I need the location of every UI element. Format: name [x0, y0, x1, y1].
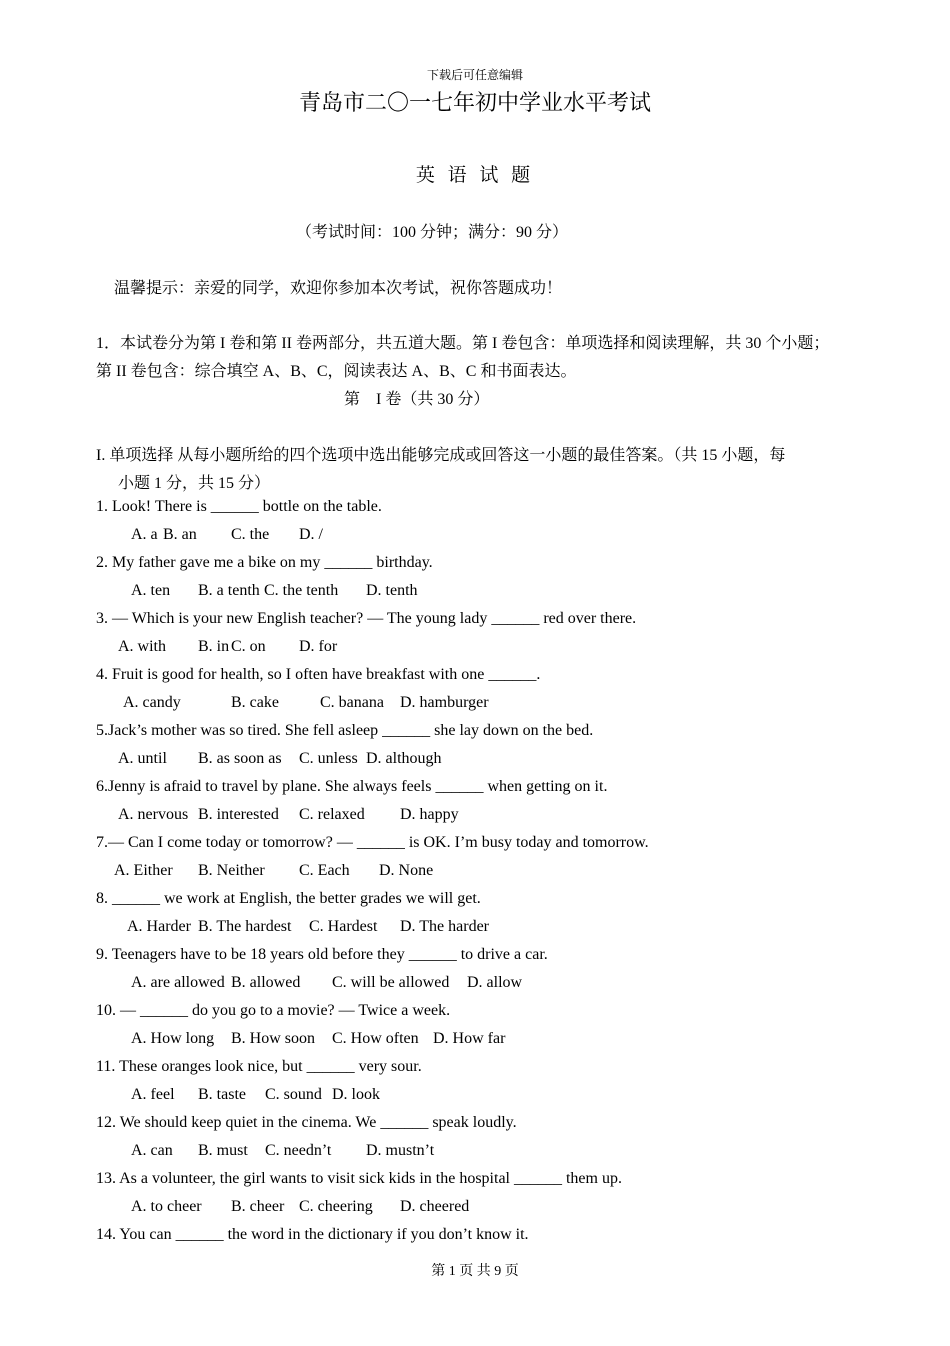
option-b: B. a tenth — [198, 582, 260, 599]
option-d: D. look — [332, 1086, 380, 1103]
question-stem: 12. We should keep quiet in the cinema. We ______ speak loudly. — [96, 1114, 517, 1131]
option-c: C. the tenth — [264, 582, 339, 599]
option-a: A. ten — [131, 582, 171, 599]
option-a: A. nervous — [118, 806, 189, 823]
part-heading: 第 I 卷（共 30 分） — [344, 391, 490, 408]
section-heading: 小题 1 分，共 15 分） — [118, 475, 271, 492]
option-b: B. an — [163, 526, 197, 543]
option-b: B. as soon as — [198, 750, 282, 767]
option-a: A. with — [118, 638, 166, 655]
question-stem: 1. Look! There is ______ bottle on the table. — [96, 498, 382, 515]
option-b: B. in — [198, 638, 230, 655]
option-a: A. Harder — [127, 918, 191, 935]
option-b: B. taste — [198, 1086, 246, 1103]
option-c: C. Hardest — [309, 918, 378, 935]
question-stem: 7.— Can I come today or tomorrow? — ______ is OK. I’m busy today and tomorrow. — [96, 834, 649, 851]
question-stem: 5.Jack’s mother was so tired. She fell asleep ______ she lay down on the bed. — [96, 722, 594, 739]
option-c: C. the — [231, 526, 270, 543]
option-b: B. How soon — [231, 1030, 316, 1047]
option-a: A. How long — [131, 1030, 215, 1047]
option-c: C. Each — [299, 862, 350, 879]
question-stem: 10. — ______ do you go to a movie? — Twice a week. — [96, 1002, 451, 1019]
option-c: C. sound — [265, 1086, 322, 1103]
page-number: 第 1 页 共 9 页 — [431, 1264, 519, 1279]
page-subtitle: 英 语 试 题 — [415, 165, 535, 186]
question-stem: 9. Teenagers have to be 18 years old before they ______ to drive a car. — [96, 946, 548, 963]
instruction-line: 第 II 卷包含：综合填空 A、B、C，阅读表达 A、B、C 和书面表达。 — [96, 363, 577, 380]
option-d: D. How far — [433, 1030, 506, 1047]
question-stem: 13. As a volunteer, the girl wants to visit sick kids in the hospital ______ them up. — [96, 1170, 622, 1187]
option-a: A. feel — [131, 1086, 175, 1103]
question-stem: 8. ______ we work at English, the better grades we will get. — [96, 890, 481, 907]
question-stem: 3. — Which is your new English teacher? — The young lady ______ red over there. — [96, 610, 637, 627]
option-a: A. are allowed — [131, 974, 225, 991]
instruction-line: 1．本试卷分为第 I 卷和第 II 卷两部分，共五道大题。第 I 卷包含：单项选择和阅读理解，共 30 个小题； — [96, 335, 830, 352]
option-c: C. relaxed — [299, 806, 365, 823]
option-c: C. How often — [332, 1030, 419, 1047]
option-a: A. until — [118, 750, 167, 767]
option-b: B. cheer — [231, 1198, 285, 1215]
option-c: C. banana — [320, 694, 384, 711]
option-a: A. can — [131, 1142, 173, 1159]
question-stem: 14. You can ______ the word in the dictionary if you don’t know it. — [96, 1226, 529, 1243]
option-d: D. hamburger — [400, 694, 489, 711]
option-d: D. cheered — [400, 1198, 470, 1215]
option-a: A. a — [131, 526, 158, 543]
option-b: B. The hardest — [198, 918, 292, 935]
question-stem: 2. My father gave me a bike on my ______ birthday. — [96, 554, 433, 571]
option-c: C. needn’t — [265, 1142, 332, 1159]
option-d: D. although — [366, 750, 442, 767]
section-heading: I. 单项选择 从每小题所给的四个选项中选出能够完成或回答这一小题的最佳答案。（共 15 小题，每 — [96, 447, 786, 464]
option-d: D. / — [299, 526, 323, 543]
question-stem: 11. These oranges look nice, but ______ very sour. — [96, 1058, 422, 1075]
option-b: B. allowed — [231, 974, 301, 991]
option-d: D. tenth — [366, 582, 418, 599]
option-b: B. Neither — [198, 862, 265, 879]
option-a: A. to cheer — [131, 1198, 202, 1215]
option-b: B. cake — [231, 694, 279, 711]
option-a: A. candy — [123, 694, 181, 711]
option-c: C. will be allowed — [332, 974, 450, 991]
option-c: C. cheering — [299, 1198, 373, 1215]
exam-info: （考试时间：100 分钟；满分：90 分） — [296, 224, 569, 241]
page-title: 青岛市二〇一七年初中学业水平考试 — [298, 90, 651, 115]
option-d: D. happy — [400, 806, 459, 823]
option-d: D. mustn’t — [366, 1142, 435, 1159]
option-a: A. Either — [114, 862, 173, 879]
option-d: D. allow — [467, 974, 523, 991]
option-c: C. on — [231, 638, 266, 655]
header-note: 下载后可任意编辑 — [426, 68, 523, 82]
option-d: D. None — [379, 862, 434, 879]
question-stem: 4. Fruit is good for health, so I often have breakfast with one ______. — [96, 666, 541, 683]
welcome-tip: 温馨提示：亲爱的同学，欢迎你参加本次考试，祝你答题成功！ — [114, 280, 563, 297]
option-c: C. unless — [299, 750, 358, 767]
option-b: B. interested — [198, 806, 279, 823]
option-d: D. The harder — [400, 918, 489, 935]
question-stem: 6.Jenny is afraid to travel by plane. She always feels ______ when getting on it. — [96, 778, 608, 795]
option-b: B. must — [198, 1142, 248, 1159]
option-d: D. for — [299, 638, 338, 655]
